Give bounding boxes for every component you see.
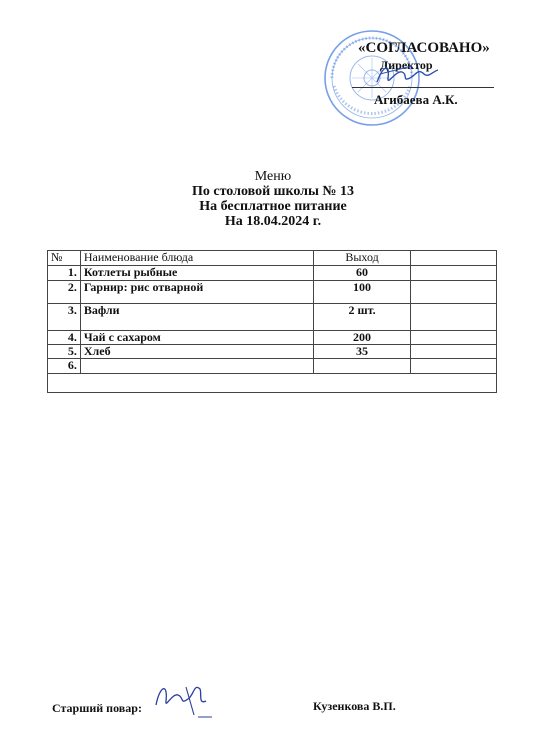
table-footer-cell bbox=[48, 374, 497, 393]
school-line: По столовой школы № 13 bbox=[191, 184, 355, 199]
row-extra bbox=[410, 345, 496, 359]
table-row bbox=[48, 281, 497, 304]
approval-role: Директор bbox=[380, 58, 433, 72]
meal-type-line: На бесплатное питание bbox=[199, 199, 347, 214]
row-num: 3. bbox=[48, 304, 81, 331]
cook-label: Старший повар: bbox=[52, 701, 142, 715]
row-dish: Чай с сахаром bbox=[80, 331, 313, 345]
header-extra bbox=[410, 251, 496, 266]
approval-title: «СОГЛАСОВАНО» bbox=[358, 40, 490, 56]
date-line: На 18.04.2024 г. bbox=[224, 214, 322, 229]
header-name: Наименование блюда bbox=[80, 251, 313, 266]
row-extra bbox=[410, 359, 496, 374]
table-row bbox=[48, 345, 497, 359]
row-output: 35 bbox=[314, 345, 410, 359]
row-extra bbox=[410, 304, 496, 331]
table-footer-row bbox=[48, 374, 497, 393]
table-row bbox=[48, 304, 497, 331]
row-num: 5. bbox=[48, 345, 81, 359]
director-signature bbox=[372, 60, 442, 90]
director-name: Агибаева А.К. bbox=[374, 92, 458, 107]
cook-signature bbox=[150, 675, 220, 719]
row-extra bbox=[410, 281, 496, 304]
table-header-row bbox=[48, 251, 497, 266]
row-dish: Хлеб bbox=[80, 345, 313, 359]
row-dish: Вафли bbox=[80, 304, 313, 331]
menu-title: Меню bbox=[254, 169, 292, 184]
cook-name: Кузенкова В.П. bbox=[313, 699, 396, 713]
row-num: 6. bbox=[48, 359, 81, 374]
row-output: 100 bbox=[314, 281, 410, 304]
row-dish: Котлеты рыбные bbox=[80, 266, 313, 281]
row-num: 1. bbox=[48, 266, 81, 281]
table-row bbox=[48, 331, 497, 345]
table-row bbox=[48, 266, 497, 281]
header-output: Выход bbox=[314, 251, 410, 266]
row-num: 2. bbox=[48, 281, 81, 304]
row-dish: Гарнир: рис отварной bbox=[80, 281, 313, 304]
row-output: 200 bbox=[314, 331, 410, 345]
menu-table bbox=[47, 250, 497, 393]
row-output bbox=[314, 359, 410, 374]
row-extra bbox=[410, 266, 496, 281]
table-row bbox=[48, 359, 497, 374]
row-output: 60 bbox=[314, 266, 410, 281]
row-num: 4. bbox=[48, 331, 81, 345]
row-output: 2 шт. bbox=[314, 304, 410, 331]
row-extra bbox=[410, 331, 496, 345]
signature-line bbox=[352, 87, 494, 88]
row-dish bbox=[80, 359, 313, 374]
header-num: № bbox=[48, 251, 81, 266]
